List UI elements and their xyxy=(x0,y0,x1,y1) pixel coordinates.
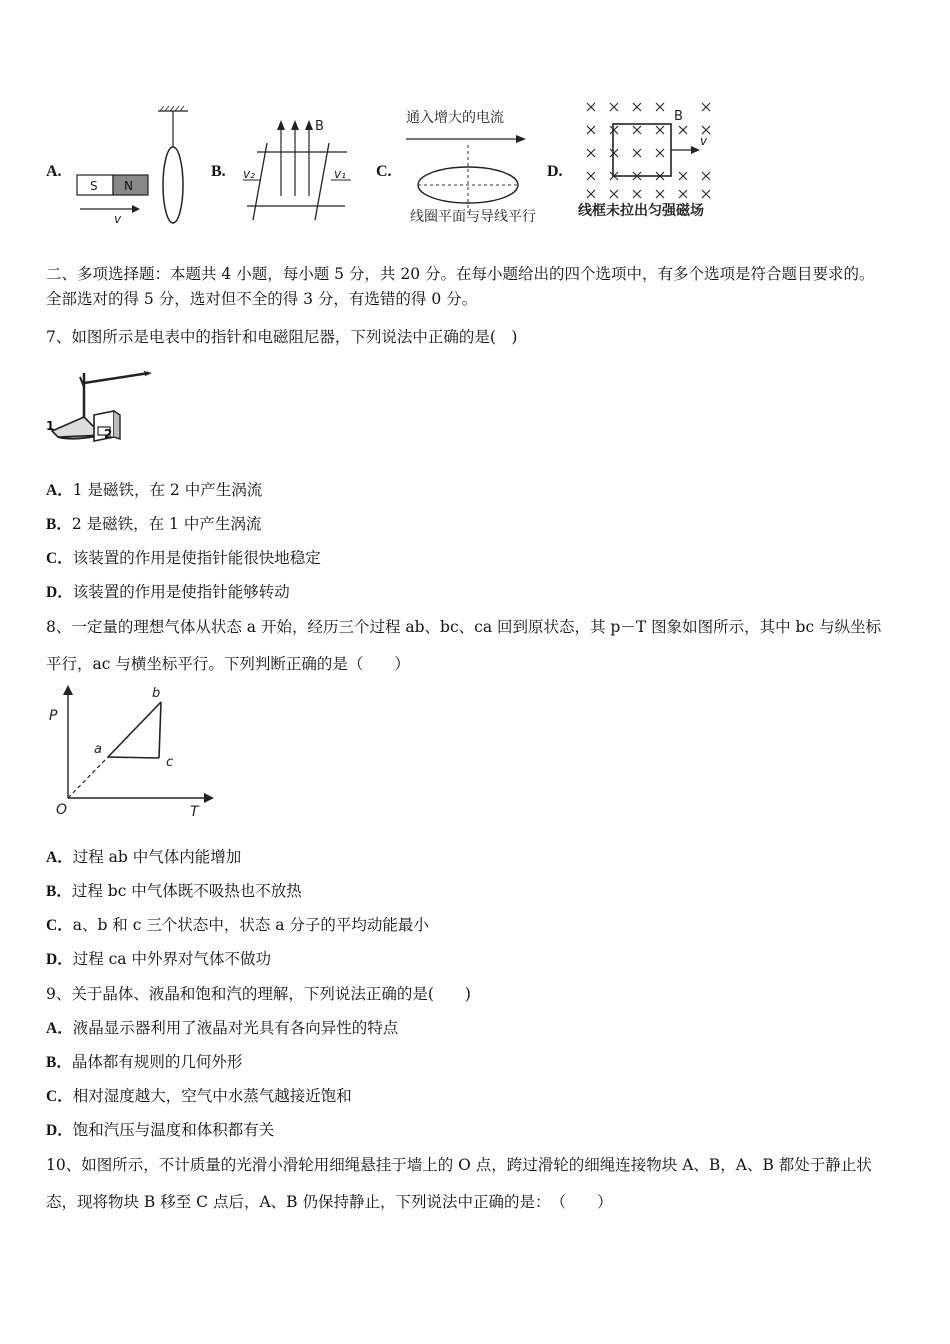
q6-option-b-label: B. xyxy=(211,163,226,180)
q8-option-d xyxy=(46,947,271,969)
q6-option-c-label: C. xyxy=(376,163,392,180)
q9-stem: 9、关于晶体、液晶和饱和汽的理解，下列说法正确的是( ) xyxy=(46,985,471,1003)
q9-option-c xyxy=(46,1084,352,1106)
q7-option-d-text: 该装置的作用是使指针能够转动 xyxy=(72,583,290,601)
q6-option-d-label: D. xyxy=(547,163,563,180)
graph-point-c: c xyxy=(166,755,174,770)
q9-option-d xyxy=(46,1118,274,1140)
q8-option-a xyxy=(46,845,241,867)
q7-option-d xyxy=(46,580,290,602)
q9-option-c-text: 相对湿度越大，空气中水蒸气越接近饱和 xyxy=(72,1087,352,1105)
magnet-s-pole: S xyxy=(90,179,98,193)
q7-figure-damper xyxy=(44,365,159,450)
q8-option-c-text: a、b 和 c 三个状态中，状态 a 分子的平均动能最小 xyxy=(72,916,429,934)
q8-option-d-text: 过程 ca 中外界对气体不做功 xyxy=(72,950,271,968)
q7-option-b-letter: B． xyxy=(46,516,72,533)
q8-option-a-text: 过程 ab 中气体内能增加 xyxy=(72,848,242,866)
q9-option-c-letter: C． xyxy=(46,1088,73,1105)
q10-stem-line1: 10、如图所示，不计质量的光滑小滑轮用细绳悬挂于墙上的 O 点，跨过滑轮的细绳连接物块 A、B，A、B 都处于静止状 xyxy=(46,1156,872,1174)
q6-option-c-figure xyxy=(400,105,545,230)
magnet-n-pole: N xyxy=(124,179,133,193)
q7-option-a-text: 1 是磁铁，在 2 中产生涡流 xyxy=(72,481,263,499)
q8-option-d-letter: D． xyxy=(46,951,73,968)
q8-pt-graph xyxy=(44,680,219,820)
q6-option-d-figure xyxy=(578,98,723,223)
graph-point-b: b xyxy=(152,686,161,701)
q7-option-b xyxy=(46,512,261,534)
c-caption-top: 通入增大的电流 xyxy=(406,110,504,126)
q9-option-b-text: 晶体都有规则的几何外形 xyxy=(71,1053,243,1071)
section2-line2: 全部选对的得 5 分，选对但不全的得 3 分，有选错的得 0 分。 xyxy=(46,290,478,308)
q7-label-1: 1 xyxy=(46,419,55,433)
q7-label-2: 2 xyxy=(104,427,113,441)
q7-option-a xyxy=(46,478,262,500)
section2-line1: 二、多项选择题：本题共 4 小题，每小题 5 分，共 20 分。在每小题给出的四个选项中，有多个选项是符合题目要求的。 xyxy=(46,265,875,283)
q8-option-c-letter: C． xyxy=(46,917,73,934)
q9-option-a xyxy=(46,1016,398,1038)
q8-option-b-text: 过程 bc 中气体既不吸热也不放热 xyxy=(71,882,302,900)
d-caption: 线框未拉出匀强磁场 xyxy=(578,203,704,219)
q7-option-c xyxy=(46,546,321,568)
q7-option-c-letter: C． xyxy=(46,550,73,567)
velocity-label: v xyxy=(114,212,122,226)
field-b-label: B xyxy=(315,119,324,134)
q9-option-a-letter: A． xyxy=(46,1020,73,1037)
q8-stem-line1: 8、一定量的理想气体从状态 a 开始，经历三个过程 ab、bc、ca 回到原状态，其 p－T 图象如图所示，其中 bc 与纵坐标 xyxy=(46,618,882,636)
graph-point-a: a xyxy=(94,742,102,757)
q9-option-d-letter: D． xyxy=(46,1122,73,1139)
q7-stem: 7、如图所示是电表中的指针和电磁阻尼器，下列说法中正确的是( ) xyxy=(46,328,518,346)
q8-option-b-letter: B． xyxy=(46,883,72,900)
q6-option-a-label: A. xyxy=(46,163,62,180)
q8-option-a-letter: A． xyxy=(46,849,73,866)
q8-stem-line2: 平行，ac 与横坐标平行。下列判断正确的是（ ） xyxy=(46,655,410,673)
q7-option-d-letter: D． xyxy=(46,584,73,601)
q7-option-c-text: 该装置的作用是使指针能很快地稳定 xyxy=(72,549,321,567)
q9-option-d-text: 饱和汽压与温度和体积都有关 xyxy=(72,1121,275,1139)
velocity-label-d: v xyxy=(700,134,708,148)
q9-option-b xyxy=(46,1050,242,1072)
graph-y-axis-label: P xyxy=(49,708,58,724)
q6-option-b-figure xyxy=(237,108,357,233)
q9-option-b-letter: B． xyxy=(46,1054,72,1071)
graph-origin-label: O xyxy=(56,802,68,818)
q6-option-a-figure xyxy=(70,105,200,230)
graph-x-axis-label: T xyxy=(190,804,199,820)
q8-option-c xyxy=(46,913,429,935)
q10-stem-line2: 态，现将物块 B 移至 C 点后，A、B 仍保持静止，下列说法中正确的是： （ ） xyxy=(46,1193,613,1211)
field-b-label-d: B xyxy=(674,109,683,124)
v1-label: v₁ xyxy=(334,167,346,181)
c-caption-bottom: 线圈平面与导线平行 xyxy=(410,209,536,225)
q7-option-b-text: 2 是磁铁，在 1 中产生涡流 xyxy=(71,515,262,533)
q9-option-a-text: 液晶显示器利用了液晶对光具有各向异性的特点 xyxy=(72,1019,399,1037)
q7-option-a-letter: A． xyxy=(46,482,73,499)
q8-option-b xyxy=(46,879,302,901)
v2-label: v₂ xyxy=(243,167,255,181)
